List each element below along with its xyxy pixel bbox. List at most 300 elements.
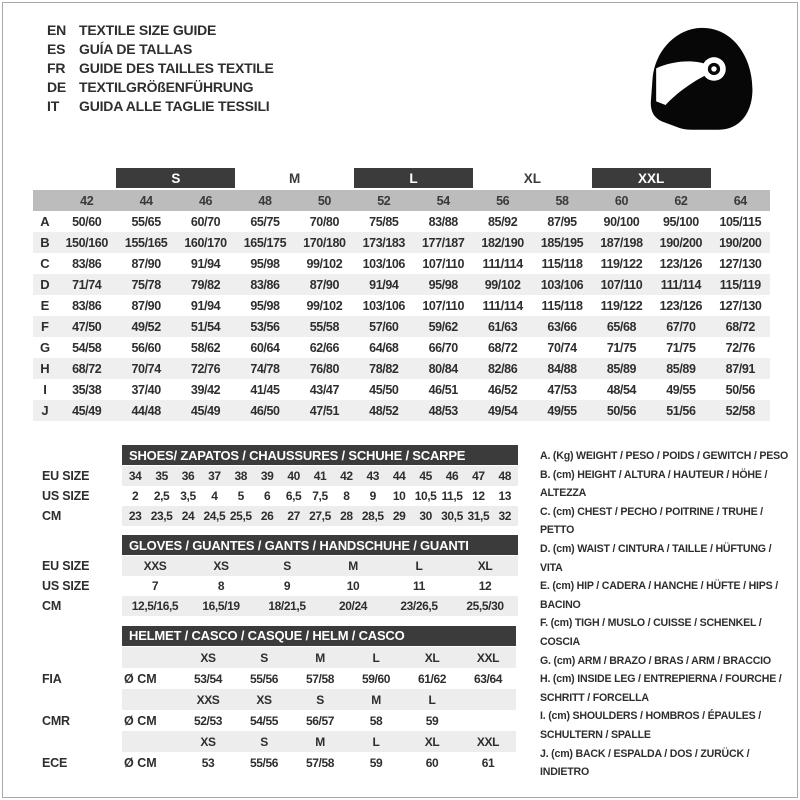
measurement-cell: 127/130 <box>719 256 762 271</box>
measurement-cell: 51/54 <box>190 319 221 334</box>
measurement-cell: 99/102 <box>306 298 343 313</box>
size-header-cell: 64 <box>733 193 747 208</box>
helmet-value-cell: 52/53 <box>193 713 223 728</box>
section-value-cell: 43 <box>360 466 386 486</box>
measurement-cell: 85/92 <box>487 214 518 229</box>
measurement-cell: 91/94 <box>190 298 221 313</box>
section-value-cell: 24 <box>175 506 201 526</box>
row-label: C <box>40 256 50 271</box>
section-value-cell: 28 <box>333 506 359 526</box>
measurement-cell: 66/70 <box>428 340 458 355</box>
section-value-cell: 8 <box>343 489 350 503</box>
measurement-cell: 55/58 <box>309 319 339 334</box>
measurement-cell: 150/160 <box>65 235 108 250</box>
measurement-row <box>33 274 770 295</box>
helmet-value-cell: 57/58 <box>305 671 335 686</box>
section-value-cell: XS <box>188 556 254 576</box>
measurement-cell: 99/102 <box>306 256 343 271</box>
helmet-size-cell: L <box>348 647 404 668</box>
measurement-cell: 70/80 <box>309 214 339 229</box>
section-value-cell: 40 <box>280 466 306 486</box>
measurement-cell: 91/94 <box>190 256 221 271</box>
section-value-cell: 44 <box>386 466 412 486</box>
spacer-cell <box>122 731 180 752</box>
section-value-cell: 25,5/30 <box>452 596 518 616</box>
section-title: SHOES/ ZAPATOS / CHAUSSURES / SCHUHE / SCARPE <box>122 445 518 465</box>
helmet-value-cell: 55/56 <box>249 755 279 770</box>
measurement-cell: 107/110 <box>422 298 465 313</box>
section-value-cell: 13 <box>498 489 512 503</box>
measurement-cell: 165/175 <box>243 235 287 250</box>
helmet-value-cell: 57/58 <box>305 755 335 770</box>
measurement-cell: 43/47 <box>309 382 339 397</box>
section-value-cell: 11 <box>413 579 425 593</box>
measurement-cell: 49/52 <box>131 319 161 334</box>
guide-title: GUÍA DE TALLAS <box>79 40 193 57</box>
measurement-cell: 71/74 <box>72 277 102 292</box>
section-value-cell: 46 <box>439 466 465 486</box>
standard-label: CMR <box>42 713 70 728</box>
language-code: ES <box>47 40 66 57</box>
measurement-row <box>33 316 770 337</box>
helmet-value-cell: 59/60 <box>361 671 391 686</box>
measurement-cell: 75/78 <box>131 277 161 292</box>
section-value-cell: 2,5 <box>153 489 170 503</box>
measurement-cell: 87/90 <box>309 277 339 292</box>
section-value-cell: 11,5 <box>441 489 463 503</box>
standard-label: ECE <box>42 755 68 770</box>
helmet-value-cell: 56/57 <box>305 713 335 728</box>
legend-item: C. (cm) CHEST / PECHO / POITRINE / TRUHE / PETTO <box>540 505 763 537</box>
measurement-cell: 46/51 <box>428 382 458 397</box>
legend-item: B. (cm) HEIGHT / ALTURA / HAUTEUR / HÖHE / ALTEZZA <box>540 468 768 500</box>
section-data-row <box>40 556 518 576</box>
legend-item: J. (cm) BACK / ESPALDA / DOS / ZURÜCK / INDIETRO <box>540 747 750 779</box>
language-code: IT <box>47 97 60 114</box>
section-value-cell: 6,5 <box>285 489 302 503</box>
section-value-cell: 32 <box>492 506 518 526</box>
measurement-cell: 45/49 <box>72 403 102 418</box>
section-value-cell: 24,5 <box>201 506 227 526</box>
measurement-cell: 119/122 <box>600 298 643 313</box>
size-header-cell: 54 <box>436 193 450 208</box>
helmet-value-cell: 59 <box>425 713 439 728</box>
measurement-cell: 51/56 <box>666 403 696 418</box>
measurement-cell: 99/102 <box>484 277 521 292</box>
helmet-value-row <box>40 668 518 689</box>
measurement-cell: 47/50 <box>72 319 102 334</box>
helmet-size-cell <box>460 689 516 710</box>
row-label: B <box>40 235 50 250</box>
measurement-cell: 95/98 <box>250 256 280 271</box>
shoes-size-table <box>40 445 518 526</box>
textile-size-table <box>33 168 770 421</box>
measurement-cell: 105/115 <box>719 214 762 229</box>
measurement-cell: 39/42 <box>190 382 221 397</box>
measurement-cell: 87/90 <box>131 256 161 271</box>
section-value-cell: 26 <box>254 506 280 526</box>
measurement-cell: 87/90 <box>131 298 161 313</box>
guide-title: TEXTILGRÖßENFÜHRUNG <box>79 78 254 95</box>
section-value-cell: 2 <box>132 489 139 503</box>
helmet-size-cell: S <box>292 689 348 710</box>
language-row <box>47 20 274 39</box>
section-value-cell: 9 <box>369 489 376 503</box>
section-value-cell: 45 <box>412 466 438 486</box>
measurement-cell: 72/76 <box>725 340 755 355</box>
spacer-cell <box>122 647 180 668</box>
section-title-row <box>40 445 518 465</box>
section-value-cell: 23,5 <box>148 506 174 526</box>
guide-title: GUIDE DES TAILLES TEXTILE <box>79 59 274 76</box>
section-value-cell: 16,5/19 <box>188 596 254 616</box>
measurement-cell: 44/48 <box>131 403 161 418</box>
measurement-cell: 72/76 <box>190 361 221 376</box>
section-value-cell: 34 <box>122 466 148 486</box>
measurement-cell: 111/114 <box>482 298 523 313</box>
language-row <box>47 39 274 58</box>
section-value-cell: 25,5 <box>228 506 254 526</box>
measurement-cell: 111/114 <box>660 277 702 292</box>
helmet-value-row <box>40 752 518 773</box>
section-value-cell: 30,5 <box>439 506 465 526</box>
section-value-cell: 27 <box>280 506 306 526</box>
diameter-unit-label: Ø CM <box>124 713 157 728</box>
measurement-cell: 45/50 <box>369 382 399 397</box>
measurement-cell: 50/56 <box>725 382 755 397</box>
measurement-cell: 60/70 <box>190 214 221 229</box>
section-value-cell: 12 <box>472 489 485 503</box>
measurement-cell: 63/66 <box>547 319 577 334</box>
measurement-cell: 177/187 <box>422 235 465 250</box>
section-value-cell: 37 <box>201 466 227 486</box>
measurement-cell: 115/118 <box>541 298 583 313</box>
section-value-cell: 30 <box>412 506 438 526</box>
size-header-cell: 50 <box>317 193 331 208</box>
spacer-cell <box>122 689 180 710</box>
section-row-label: US SIZE <box>42 579 90 593</box>
letter-size-row <box>33 168 770 190</box>
measurement-row <box>33 400 770 421</box>
measurement-cell: 103/106 <box>362 256 405 271</box>
section-value-cell: 27,5 <box>307 506 333 526</box>
helmet-size-cell: XXL <box>460 647 516 668</box>
measurement-row <box>33 379 770 400</box>
helmet-value-cell: 60 <box>425 755 439 770</box>
letter-size-band: M <box>289 170 301 186</box>
section-row-label: EU SIZE <box>42 559 90 573</box>
measurement-cell: 82/86 <box>487 361 518 376</box>
helmet-size-cell: XXL <box>460 731 516 752</box>
helmet-value-cell: 53/54 <box>193 671 223 686</box>
section-data-row <box>40 466 518 486</box>
measurement-cell: 185/195 <box>540 235 584 250</box>
measurement-cell: 155/165 <box>124 235 168 250</box>
measurement-cell: 68/72 <box>487 340 518 355</box>
helmet-size-cell: XL <box>404 731 460 752</box>
row-label: H <box>40 361 50 376</box>
section-title-row <box>40 535 518 555</box>
measurement-cell: 60/64 <box>250 340 280 355</box>
section-value-cell: 48 <box>492 466 518 486</box>
measurement-row <box>33 337 770 358</box>
helmet-value-cell: 63/64 <box>473 671 503 686</box>
section-value-cell: 42 <box>333 466 359 486</box>
measurement-cell: 61/63 <box>487 319 518 334</box>
measurement-cell: 48/53 <box>428 403 458 418</box>
measurement-cell: 173/183 <box>362 235 405 250</box>
section-value-cell: 6 <box>264 489 271 503</box>
language-row <box>47 96 274 115</box>
measurement-cell: 65/75 <box>250 214 280 229</box>
section-value-cell: 23/26,5 <box>386 596 452 616</box>
letter-size-band: S <box>116 168 235 188</box>
measurement-cell: 190/200 <box>719 235 762 250</box>
measurement-cell: 46/52 <box>487 382 518 397</box>
measurement-cell: 123/126 <box>659 298 703 313</box>
measurement-cell: 115/119 <box>719 277 761 292</box>
measurement-cell: 48/52 <box>369 403 399 418</box>
racing-helmet-icon <box>642 20 760 138</box>
measurement-cell: 49/54 <box>487 403 518 418</box>
helmet-size-cell: XXS <box>180 689 236 710</box>
section-row-label: EU SIZE <box>42 469 90 483</box>
row-label: I <box>43 382 47 397</box>
measurement-legend <box>540 447 788 782</box>
helmet-size-header-row <box>40 689 518 710</box>
language-code: EN <box>47 21 67 38</box>
section-value-cell: L <box>386 556 452 576</box>
row-label: A <box>40 214 50 229</box>
section-data-row <box>40 486 518 506</box>
section-data-row <box>40 576 518 596</box>
section-value-cell: 12 <box>478 579 492 593</box>
diameter-unit-label: Ø CM <box>124 671 157 686</box>
section-value-cell: 10,5 <box>414 489 437 503</box>
measurement-cell: 78/82 <box>369 361 399 376</box>
row-label: D <box>40 277 50 292</box>
section-title-row <box>40 625 518 646</box>
measurement-cell: 83/86 <box>250 277 280 292</box>
measurement-cell: 70/74 <box>547 340 577 355</box>
section-value-cell: 10 <box>346 579 360 593</box>
helmet-value-cell: 58 <box>369 713 383 728</box>
section-value-cell: XXS <box>122 556 188 576</box>
measurement-cell: 95/98 <box>250 298 280 313</box>
size-header-cell: 48 <box>258 193 272 208</box>
section-title: HELMET / CASCO / CASQUE / HELM / CASCO <box>122 626 516 646</box>
section-value-cell: 41 <box>307 466 333 486</box>
language-row <box>47 77 274 96</box>
measurement-row <box>33 232 770 253</box>
section-row-label: CM <box>42 599 62 613</box>
section-title: GLOVES / GUANTES / GANTS / HANDSCHUHE / GUANTI <box>122 535 518 555</box>
helmet-size-table <box>40 625 518 773</box>
legend-item: D. (cm) WAIST / CINTURA / TAILLE / HÜFTUNG / VITA <box>540 542 772 574</box>
section-value-cell: XL <box>452 556 518 576</box>
section-value-cell: 18/21,5 <box>254 596 320 616</box>
legend-item: A. (Kg) WEIGHT / PESO / POIDS / GEWITCH / PESO <box>540 450 789 462</box>
measurement-cell: 119/122 <box>600 256 643 271</box>
language-code: FR <box>47 59 66 76</box>
measurement-cell: 87/91 <box>725 361 755 376</box>
measurement-cell: 64/68 <box>369 340 399 355</box>
measurement-cell: 170/180 <box>303 235 346 250</box>
guide-title: GUIDA ALLE TAGLIE TESSILI <box>79 97 270 114</box>
section-value-cell: 8 <box>217 579 225 593</box>
helmet-size-header-row <box>40 647 518 668</box>
measurement-row <box>33 253 770 274</box>
measurement-cell: 83/86 <box>72 298 102 313</box>
measurement-cell: 115/118 <box>541 256 583 271</box>
row-label: F <box>41 319 49 334</box>
section-value-cell: 31,5 <box>465 506 491 526</box>
measurement-cell: 49/55 <box>666 382 696 397</box>
measurement-cell: 50/60 <box>72 214 102 229</box>
measurement-cell: 83/88 <box>428 214 458 229</box>
legend-item: E. (cm) HIP / CADERA / HANCHE / HÜFTE / HIPS / BACINO <box>540 580 779 611</box>
measurement-cell: 47/53 <box>547 382 577 397</box>
size-header-cell: 44 <box>139 193 153 208</box>
helmet-size-cell: M <box>292 647 348 668</box>
measurement-cell: 90/100 <box>603 214 640 229</box>
legend-item: G. (cm) ARM / BRAZO / BRAS / ARM / BRACCIO <box>540 654 771 667</box>
measurement-cell: 85/89 <box>606 361 637 376</box>
measurement-cell: 58/62 <box>190 340 221 355</box>
measurement-cell: 127/130 <box>719 298 762 313</box>
measurement-cell: 182/190 <box>481 235 524 250</box>
measurement-cell: 67/70 <box>666 319 696 334</box>
section-value-cell: 3,5 <box>180 489 196 503</box>
section-value-cell: 38 <box>228 466 254 486</box>
measurement-cell: 70/74 <box>131 361 161 376</box>
measurement-cell: 59/62 <box>428 319 458 334</box>
measurement-cell: 107/110 <box>422 256 465 271</box>
row-label: G <box>39 340 51 355</box>
section-value-cell: 35 <box>148 466 174 486</box>
measurement-cell: 91/94 <box>369 277 399 292</box>
measurement-cell: 187/198 <box>600 235 643 250</box>
lower-tables <box>40 445 518 782</box>
measurement-cell: 35/38 <box>72 382 102 397</box>
measurement-row <box>33 358 770 379</box>
size-header-cell: 42 <box>80 193 94 208</box>
row-label: E <box>40 298 50 313</box>
standard-label: FIA <box>42 671 62 686</box>
measurement-cell: 65/68 <box>606 319 637 334</box>
measurement-cell: 48/54 <box>606 382 637 397</box>
size-header-cell: 56 <box>496 193 510 208</box>
language-title-list <box>47 20 274 115</box>
size-header-cell: 60 <box>614 193 628 208</box>
measurement-cell: 80/84 <box>428 361 458 376</box>
helmet-size-cell: L <box>404 689 460 710</box>
section-value-cell: 39 <box>254 466 280 486</box>
section-value-cell: 47 <box>465 466 491 486</box>
measurement-cell: 46/50 <box>250 403 280 418</box>
section-value-cell: S <box>254 556 320 576</box>
measurement-cell: 52/58 <box>725 403 755 418</box>
letter-size-band: XXL <box>592 168 711 188</box>
helmet-value-cell: 53 <box>201 755 215 770</box>
helmet-value-row <box>40 710 518 731</box>
section-data-row <box>40 506 518 526</box>
legend-item: F. (cm) TIGH / MUSLO / CUISSE / SCHENKEL / COSCIA <box>540 617 762 648</box>
helmet-size-header-row <box>40 731 518 752</box>
measurement-cell: 190/200 <box>659 235 703 250</box>
gloves-size-table <box>40 535 518 616</box>
helmet-size-cell: S <box>236 647 292 668</box>
measurement-cell: 41/45 <box>250 382 280 397</box>
measurement-cell: 111/114 <box>482 256 523 271</box>
measurement-cell: 85/89 <box>666 361 696 376</box>
section-value-cell: 9 <box>283 579 291 593</box>
section-data-row <box>40 596 518 616</box>
section-value-cell: 29 <box>386 506 412 526</box>
language-row <box>47 58 274 77</box>
measurement-cell: 71/75 <box>666 340 696 355</box>
helmet-value-cell: 55/56 <box>249 671 279 686</box>
measurement-cell: 56/60 <box>131 340 161 355</box>
measurement-cell: 74/78 <box>250 361 280 376</box>
measurement-cell: 54/58 <box>72 340 102 355</box>
section-value-cell: 5 <box>237 489 244 503</box>
helmet-size-cell: XS <box>236 689 292 710</box>
section-value-cell: 36 <box>175 466 201 486</box>
measurement-cell: 79/82 <box>190 277 221 292</box>
legend-item: I. (cm) SHOULDERS / HOMBROS / ÉPAULES / SCHULTERN / SPALLE <box>540 710 761 741</box>
measurement-cell: 87/95 <box>547 214 577 229</box>
measurement-cell: 49/55 <box>547 403 577 418</box>
measurement-cell: 62/66 <box>309 340 339 355</box>
section-value-cell: 12,5/16,5 <box>122 596 188 616</box>
helmet-size-cell: XS <box>180 731 236 752</box>
measurement-cell: 75/85 <box>369 214 399 229</box>
size-header-cell: 52 <box>377 193 391 208</box>
measurement-cell: 50/56 <box>606 403 637 418</box>
section-value-cell: 7 <box>151 579 159 593</box>
section-value-cell: 10 <box>392 489 406 503</box>
helmet-size-cell: XL <box>404 647 460 668</box>
size-header-cell: 46 <box>198 193 213 208</box>
measurement-cell: 95/100 <box>662 214 699 229</box>
helmet-value-cell: 61 <box>481 755 495 770</box>
section-value-cell: 7,5 <box>312 489 328 503</box>
measurement-cell: 160/170 <box>184 235 227 250</box>
helmet-size-cell: M <box>292 731 348 752</box>
language-code: DE <box>47 78 67 95</box>
measurement-cell: 103/106 <box>540 277 584 292</box>
measurement-cell: 83/86 <box>72 256 102 271</box>
measurement-cell: 107/110 <box>600 277 643 292</box>
row-label: J <box>41 403 49 418</box>
size-header-cell: 58 <box>555 193 569 208</box>
measurement-cell: 95/98 <box>428 277 458 292</box>
helmet-value-cell: 61/62 <box>417 671 447 686</box>
helmet-value-cell: 54/55 <box>249 713 279 728</box>
size-header-cell: 62 <box>674 193 688 208</box>
section-value-cell: M <box>320 556 386 576</box>
legend-item: H. (cm) INSIDE LEG / ENTREPIERNA / FOURCHE / SCHRITT / FORCELLA <box>540 673 782 704</box>
section-value-cell: 20/24 <box>320 596 386 616</box>
guide-title: TEXTILE SIZE GUIDE <box>79 21 217 38</box>
measurement-cell: 55/65 <box>131 214 161 229</box>
measurement-cell: 45/49 <box>190 403 221 418</box>
helmet-size-cell: M <box>348 689 404 710</box>
section-value-cell: 28,5 <box>360 506 386 526</box>
measurement-cell: 76/80 <box>309 361 339 376</box>
letter-size-band: L <box>354 168 473 188</box>
